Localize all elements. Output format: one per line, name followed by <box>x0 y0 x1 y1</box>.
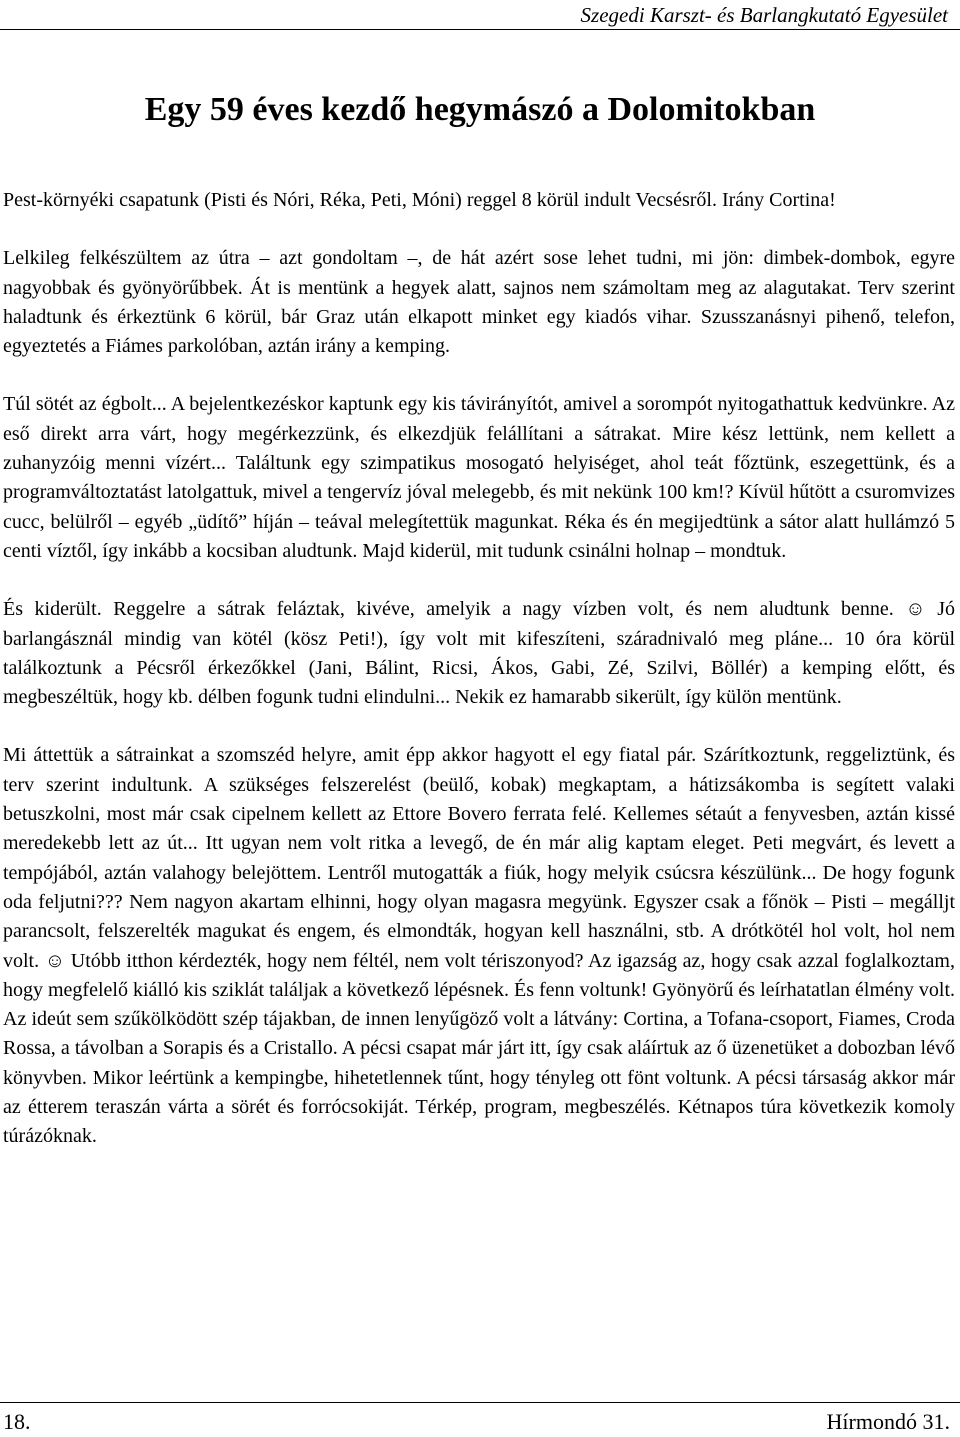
paragraph-departure: Pest-környéki csapatunk (Pisti és Nóri, Réka, Peti, Móni) reggel 8 körül indult Vecsésről. Irány Cortina! <box>3 189 836 211</box>
paragraph-spacer <box>3 566 955 595</box>
paragraph-ferrata: Mi áttettük a sátrainkat a szomszéd helyre, amit épp akkor hagyott el egy fiatal pár. Szárítkoztunk, reggeliztünk, és terv szerint indultunk. A szükséges felszerelést (beülő, kobak) megkaptam, a hátizsákomba is segített valaki betuszkolni, most már csak cipelnem kellett az Ettore Bovero ferrata felé. Kellemes sétaút a fenyvesben, aztán kissé meredekebb lett az út... Itt ugyan nem volt ritka a levegő, de én már alig kaptam eleget. Peti megvárt, és levett a tempójából, aztán valahogy belejöttem. Lentről mutogatták a fiúk, hogy melyik csúcsra készülünk... De hogy fogunk oda feljutni??? Nem nagyon akartam elhinni, hogy olyan magasra megyünk. Egyszer csak a főnök – Pisti – megálljt parancsolt, felszerelték magukat és engem, és elmondták, hogyan kell használni, stb. A drótkötél hol volt, hol nem volt. ☺ Utóbb itthon kérdezték, hogy nem féltél, nem volt tériszonyod? Az igazság az, hogy csak azzal foglalkoztam, hogy megfelelő kiálló kis sziklát találjak a következő lépésnek. És fenn voltunk! Gyönyörű és leírhatatlan élmény volt. Az ideút sem szűkölködött szép tájakban, de innen lenyűgöző volt a látvány: Cortina, a Tofana-csoport, Fiames, Croda Rossa, a távolban a Sorapis és a Cristallo. A pécsi csapat már járt itt, így csak aláírtuk az ő üzenetüket a dobozban lévő könyvben. Mikor leértünk a kempingbe, hihetetlennek tűnt, hogy tényleg ott fönt voltunk. A pécsi társaság akkor már az étterem teraszán várta a sörét és forrócsokiját. Térkép, program, megbeszélés. Kétnapos túra következik komoly túrázóknak. <box>3 744 955 1148</box>
running-header <box>0 2 960 30</box>
paragraph-camping-night: Túl sötét az égbolt... A bejelentkezéskor kaptunk egy kis távirányítót, amivel a sorompót nyitogathattuk kedvünkre. Az eső direkt arra várt, hogy megérkezzünk, és elkezdjük felállítani a sátrakat. Mire kész lettünk, nem kellett a zuhanyzóig menni vízért... Találtunk egy szimpatikus mosogató helyiséget, ahol teát főztünk, eszegettünk, és a programváltoztatást latolgattuk, mivel a tengervíz jóval melegebb, és mit nekünk 100 km!? Kívül hűtött a csuromvizes cucc, belülről – egyéb „üdítő” híján – teával melegítettük magunkat. Réka és én megijedtünk a sátor alatt hullámzó 5 centi víztől, így inkább a kocsiban aludtunk. Majd kiderül, mit tudunk csinálni holnap – mondtuk. <box>3 393 955 562</box>
page-number: 18. <box>3 1409 31 1434</box>
paragraph-spacer <box>3 361 955 390</box>
publication-name: Hírmondó 31. <box>826 1409 950 1434</box>
paragraph-spacer <box>3 712 955 741</box>
organization-name: Szegedi Karszt- és Barlangkutató Egyesület <box>580 3 948 27</box>
page-footer <box>0 1402 960 1437</box>
paragraph-spacer <box>3 215 955 244</box>
article-title: Egy 59 éves kezdő hegymászó a Dolomitokban <box>144 91 816 128</box>
paragraph-morning: És kiderült. Reggelre a sátrak feláztak, kivéve, amelyik a nagy vízben volt, és nem aludtunk benne. ☺ Jó barlangásznál mindig van kötél (kösz Peti!), így volt mit kifeszíteni, száradnivaló meg pláne... 10 óra körül találkoztunk a Pécsről érkezőkkel (Jani, Bálint, Ricsi, Ákos, Gabi, Zé, Szilvi, Böllér) a kemping előtt, és megbeszéltük, hogy kb. délben fogunk tudni elindulni... Nekik ez hamarabb sikerült, így külön mentünk. <box>3 598 955 709</box>
article-body <box>3 186 955 1152</box>
paragraph-journey: Lelkileg felkészültem az útra – azt gondoltam –, de hát azért sose lehet tudni, mi jön: dimbek-dombok, egyre nagyobbak és gyönyörűbbek. Át is mentünk a hegyek alatt, sajnos nem számoltam meg az alagutakat. Terv szerint haladtunk és érkeztünk 6 körül, bár Graz után elkapott minket egy kiadós vihar. Szusszanásnyi pihenő, telefon, egyeztetés a Fiámes parkolóban, aztán irány a kemping. <box>3 247 955 358</box>
